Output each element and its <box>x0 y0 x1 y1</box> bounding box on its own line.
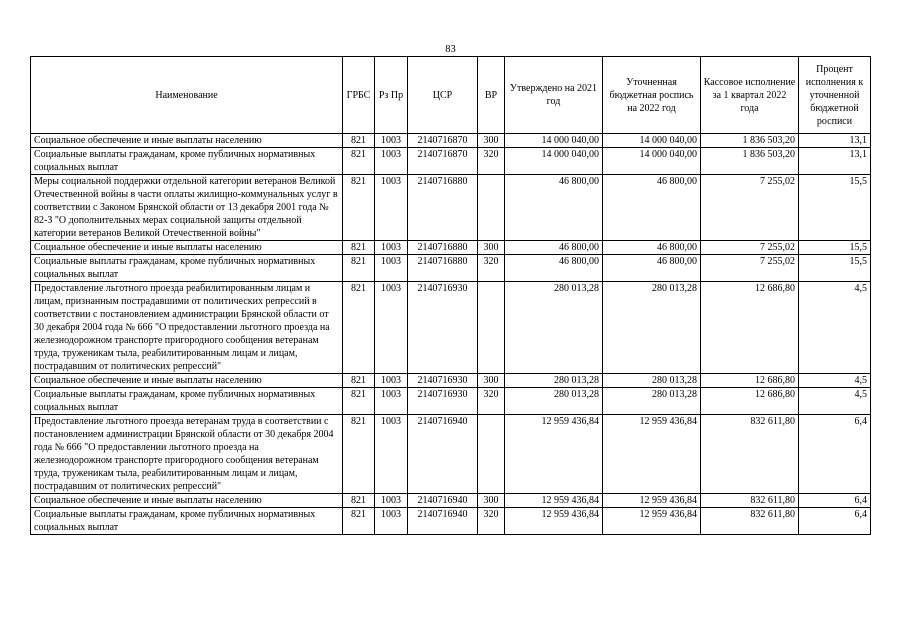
table-row <box>31 148 871 175</box>
cell-csr: 2140716940 <box>408 508 478 535</box>
cell-approved: 12 959 436,84 <box>505 508 603 535</box>
cell-percent: 4,5 <box>799 282 871 374</box>
cell-cash: 832 611,80 <box>701 508 799 535</box>
table-row <box>31 494 871 508</box>
cell-csr: 2140716880 <box>408 175 478 241</box>
table-row <box>31 241 871 255</box>
cell-csr: 2140716870 <box>408 134 478 148</box>
cell-budget: 46 800,00 <box>603 255 701 282</box>
table-row <box>31 388 871 415</box>
cell-grbs: 821 <box>343 282 375 374</box>
cell-csr: 2140716940 <box>408 415 478 494</box>
cell-cash: 832 611,80 <box>701 494 799 508</box>
cell-rzpr: 1003 <box>375 148 408 175</box>
cell-budget: 280 013,28 <box>603 388 701 415</box>
cell-csr: 2140716930 <box>408 374 478 388</box>
cell-percent: 13,1 <box>799 148 871 175</box>
cell-csr: 2140716930 <box>408 388 478 415</box>
cell-vr <box>478 415 505 494</box>
cell-budget: 14 000 040,00 <box>603 148 701 175</box>
table-row <box>31 508 871 535</box>
cell-cash: 1 836 503,20 <box>701 134 799 148</box>
cell-approved: 46 800,00 <box>505 255 603 282</box>
cell-csr: 2140716870 <box>408 148 478 175</box>
cell-vr: 300 <box>478 134 505 148</box>
cell-name: Социальные выплаты гражданам, кроме публичных нормативных социальных выплат <box>31 148 343 175</box>
cell-rzpr: 1003 <box>375 508 408 535</box>
page-number: 83 <box>445 44 456 55</box>
cell-approved: 12 959 436,84 <box>505 494 603 508</box>
cell-name: Социальное обеспечение и иные выплаты населению <box>31 374 343 388</box>
header-percent: Процент исполнения к уточненной бюджетной росписи <box>799 57 871 134</box>
cell-rzpr: 1003 <box>375 241 408 255</box>
cell-name: Социальные выплаты гражданам, кроме публичных нормативных социальных выплат <box>31 388 343 415</box>
cell-vr: 320 <box>478 508 505 535</box>
cell-vr: 300 <box>478 494 505 508</box>
cell-cash: 832 611,80 <box>701 415 799 494</box>
cell-vr <box>478 175 505 241</box>
cell-rzpr: 1003 <box>375 282 408 374</box>
cell-approved: 280 013,28 <box>505 388 603 415</box>
cell-approved: 14 000 040,00 <box>505 148 603 175</box>
cell-rzpr: 1003 <box>375 415 408 494</box>
cell-rzpr: 1003 <box>375 494 408 508</box>
cell-budget: 280 013,28 <box>603 374 701 388</box>
table-row <box>31 415 871 494</box>
cell-cash: 12 686,80 <box>701 374 799 388</box>
cell-percent: 4,5 <box>799 374 871 388</box>
cell-name: Социальные выплаты гражданам, кроме публичных нормативных социальных выплат <box>31 508 343 535</box>
cell-percent: 4,5 <box>799 388 871 415</box>
cell-grbs: 821 <box>343 134 375 148</box>
cell-vr: 320 <box>478 148 505 175</box>
cell-cash: 12 686,80 <box>701 388 799 415</box>
cell-rzpr: 1003 <box>375 134 408 148</box>
cell-csr: 2140716880 <box>408 255 478 282</box>
cell-grbs: 821 <box>343 494 375 508</box>
cell-budget: 12 959 436,84 <box>603 494 701 508</box>
cell-cash: 12 686,80 <box>701 282 799 374</box>
cell-csr: 2140716940 <box>408 494 478 508</box>
header-budget: Уточненная бюджетная роспись на 2022 год <box>603 57 701 134</box>
cell-percent: 15,5 <box>799 241 871 255</box>
table-row <box>31 374 871 388</box>
cell-approved: 12 959 436,84 <box>505 415 603 494</box>
cell-name: Меры социальной поддержки отдельной категории ветеранов Великой Отечественной войны в части оплаты жилищно-коммунальных услуг в соответствии с Законом Брянской области от 13 декабря 2001 года № 82-З "О дополнительных мерах социальной защиты отдельной категории ветеранов Великой Отечественной войны" <box>31 175 343 241</box>
cell-grbs: 821 <box>343 415 375 494</box>
cell-name: Социальное обеспечение и иные выплаты населению <box>31 494 343 508</box>
cell-cash: 7 255,02 <box>701 255 799 282</box>
cell-budget: 46 800,00 <box>603 241 701 255</box>
cell-grbs: 821 <box>343 255 375 282</box>
cell-grbs: 821 <box>343 388 375 415</box>
cell-grbs: 821 <box>343 241 375 255</box>
cell-approved: 46 800,00 <box>505 241 603 255</box>
cell-percent: 6,4 <box>799 508 871 535</box>
cell-csr: 2140716880 <box>408 241 478 255</box>
cell-approved: 280 013,28 <box>505 374 603 388</box>
cell-budget: 14 000 040,00 <box>603 134 701 148</box>
header-vr: ВР <box>478 57 505 134</box>
cell-csr: 2140716930 <box>408 282 478 374</box>
cell-percent: 15,5 <box>799 175 871 241</box>
cell-vr: 300 <box>478 241 505 255</box>
cell-name: Предоставление льготного проезда ветеранам труда в соответствии с постановлением администрации Брянской области от 30 декабря 2004 года № 666 "О предоставлении льготного проезда на железнодорожном транспорте пригородного сообщения ветеранам труда, труженикам тыла, реабилитированным лицам и лицам, пострадавшим от политических репрессий" <box>31 415 343 494</box>
cell-vr: 300 <box>478 374 505 388</box>
table-row <box>31 282 871 374</box>
cell-rzpr: 1003 <box>375 374 408 388</box>
header-rzpr: Рз Пр <box>375 57 408 134</box>
cell-approved: 280 013,28 <box>505 282 603 374</box>
cell-cash: 7 255,02 <box>701 241 799 255</box>
cell-name: Предоставление льготного проезда реабилитированным лицам и лицам, признанным пострадавшими от политических репрессий в соответствии с постановлением администрации Брянской области от 30 декабря 2004 года № 666 "О предоставлении льготного проезда на железнодорожном транспорте пригородного сообщения ветеранам труда, труженикам тыла, реабилитированным лицам и лицам, пострадавшим от политических репрессий" <box>31 282 343 374</box>
table-row <box>31 255 871 282</box>
cell-grbs: 821 <box>343 175 375 241</box>
table-row <box>31 175 871 241</box>
header-row <box>31 57 871 134</box>
header-csr: ЦСР <box>408 57 478 134</box>
cell-percent: 15,5 <box>799 255 871 282</box>
cell-budget: 12 959 436,84 <box>603 415 701 494</box>
header-name: Наименование <box>31 57 343 134</box>
cell-vr: 320 <box>478 388 505 415</box>
cell-rzpr: 1003 <box>375 255 408 282</box>
cell-budget: 46 800,00 <box>603 175 701 241</box>
budget-table <box>30 56 871 535</box>
cell-rzpr: 1003 <box>375 175 408 241</box>
cell-grbs: 821 <box>343 148 375 175</box>
cell-name: Социальные выплаты гражданам, кроме публичных нормативных социальных выплат <box>31 255 343 282</box>
cell-approved: 14 000 040,00 <box>505 134 603 148</box>
cell-cash: 1 836 503,20 <box>701 148 799 175</box>
cell-budget: 12 959 436,84 <box>603 508 701 535</box>
header-cash: Кассовое исполнение за 1 квартал 2022 года <box>701 57 799 134</box>
cell-percent: 6,4 <box>799 415 871 494</box>
cell-approved: 46 800,00 <box>505 175 603 241</box>
cell-grbs: 821 <box>343 374 375 388</box>
cell-cash: 7 255,02 <box>701 175 799 241</box>
cell-percent: 6,4 <box>799 494 871 508</box>
cell-name: Социальное обеспечение и иные выплаты населению <box>31 134 343 148</box>
header-approved: Утверждено на 2021 год <box>505 57 603 134</box>
cell-name: Социальное обеспечение и иные выплаты населению <box>31 241 343 255</box>
cell-percent: 13,1 <box>799 134 871 148</box>
cell-grbs: 821 <box>343 508 375 535</box>
header-grbs: ГРБС <box>343 57 375 134</box>
cell-vr <box>478 282 505 374</box>
table-row <box>31 134 871 148</box>
cell-vr: 320 <box>478 255 505 282</box>
cell-budget: 280 013,28 <box>603 282 701 374</box>
cell-rzpr: 1003 <box>375 388 408 415</box>
